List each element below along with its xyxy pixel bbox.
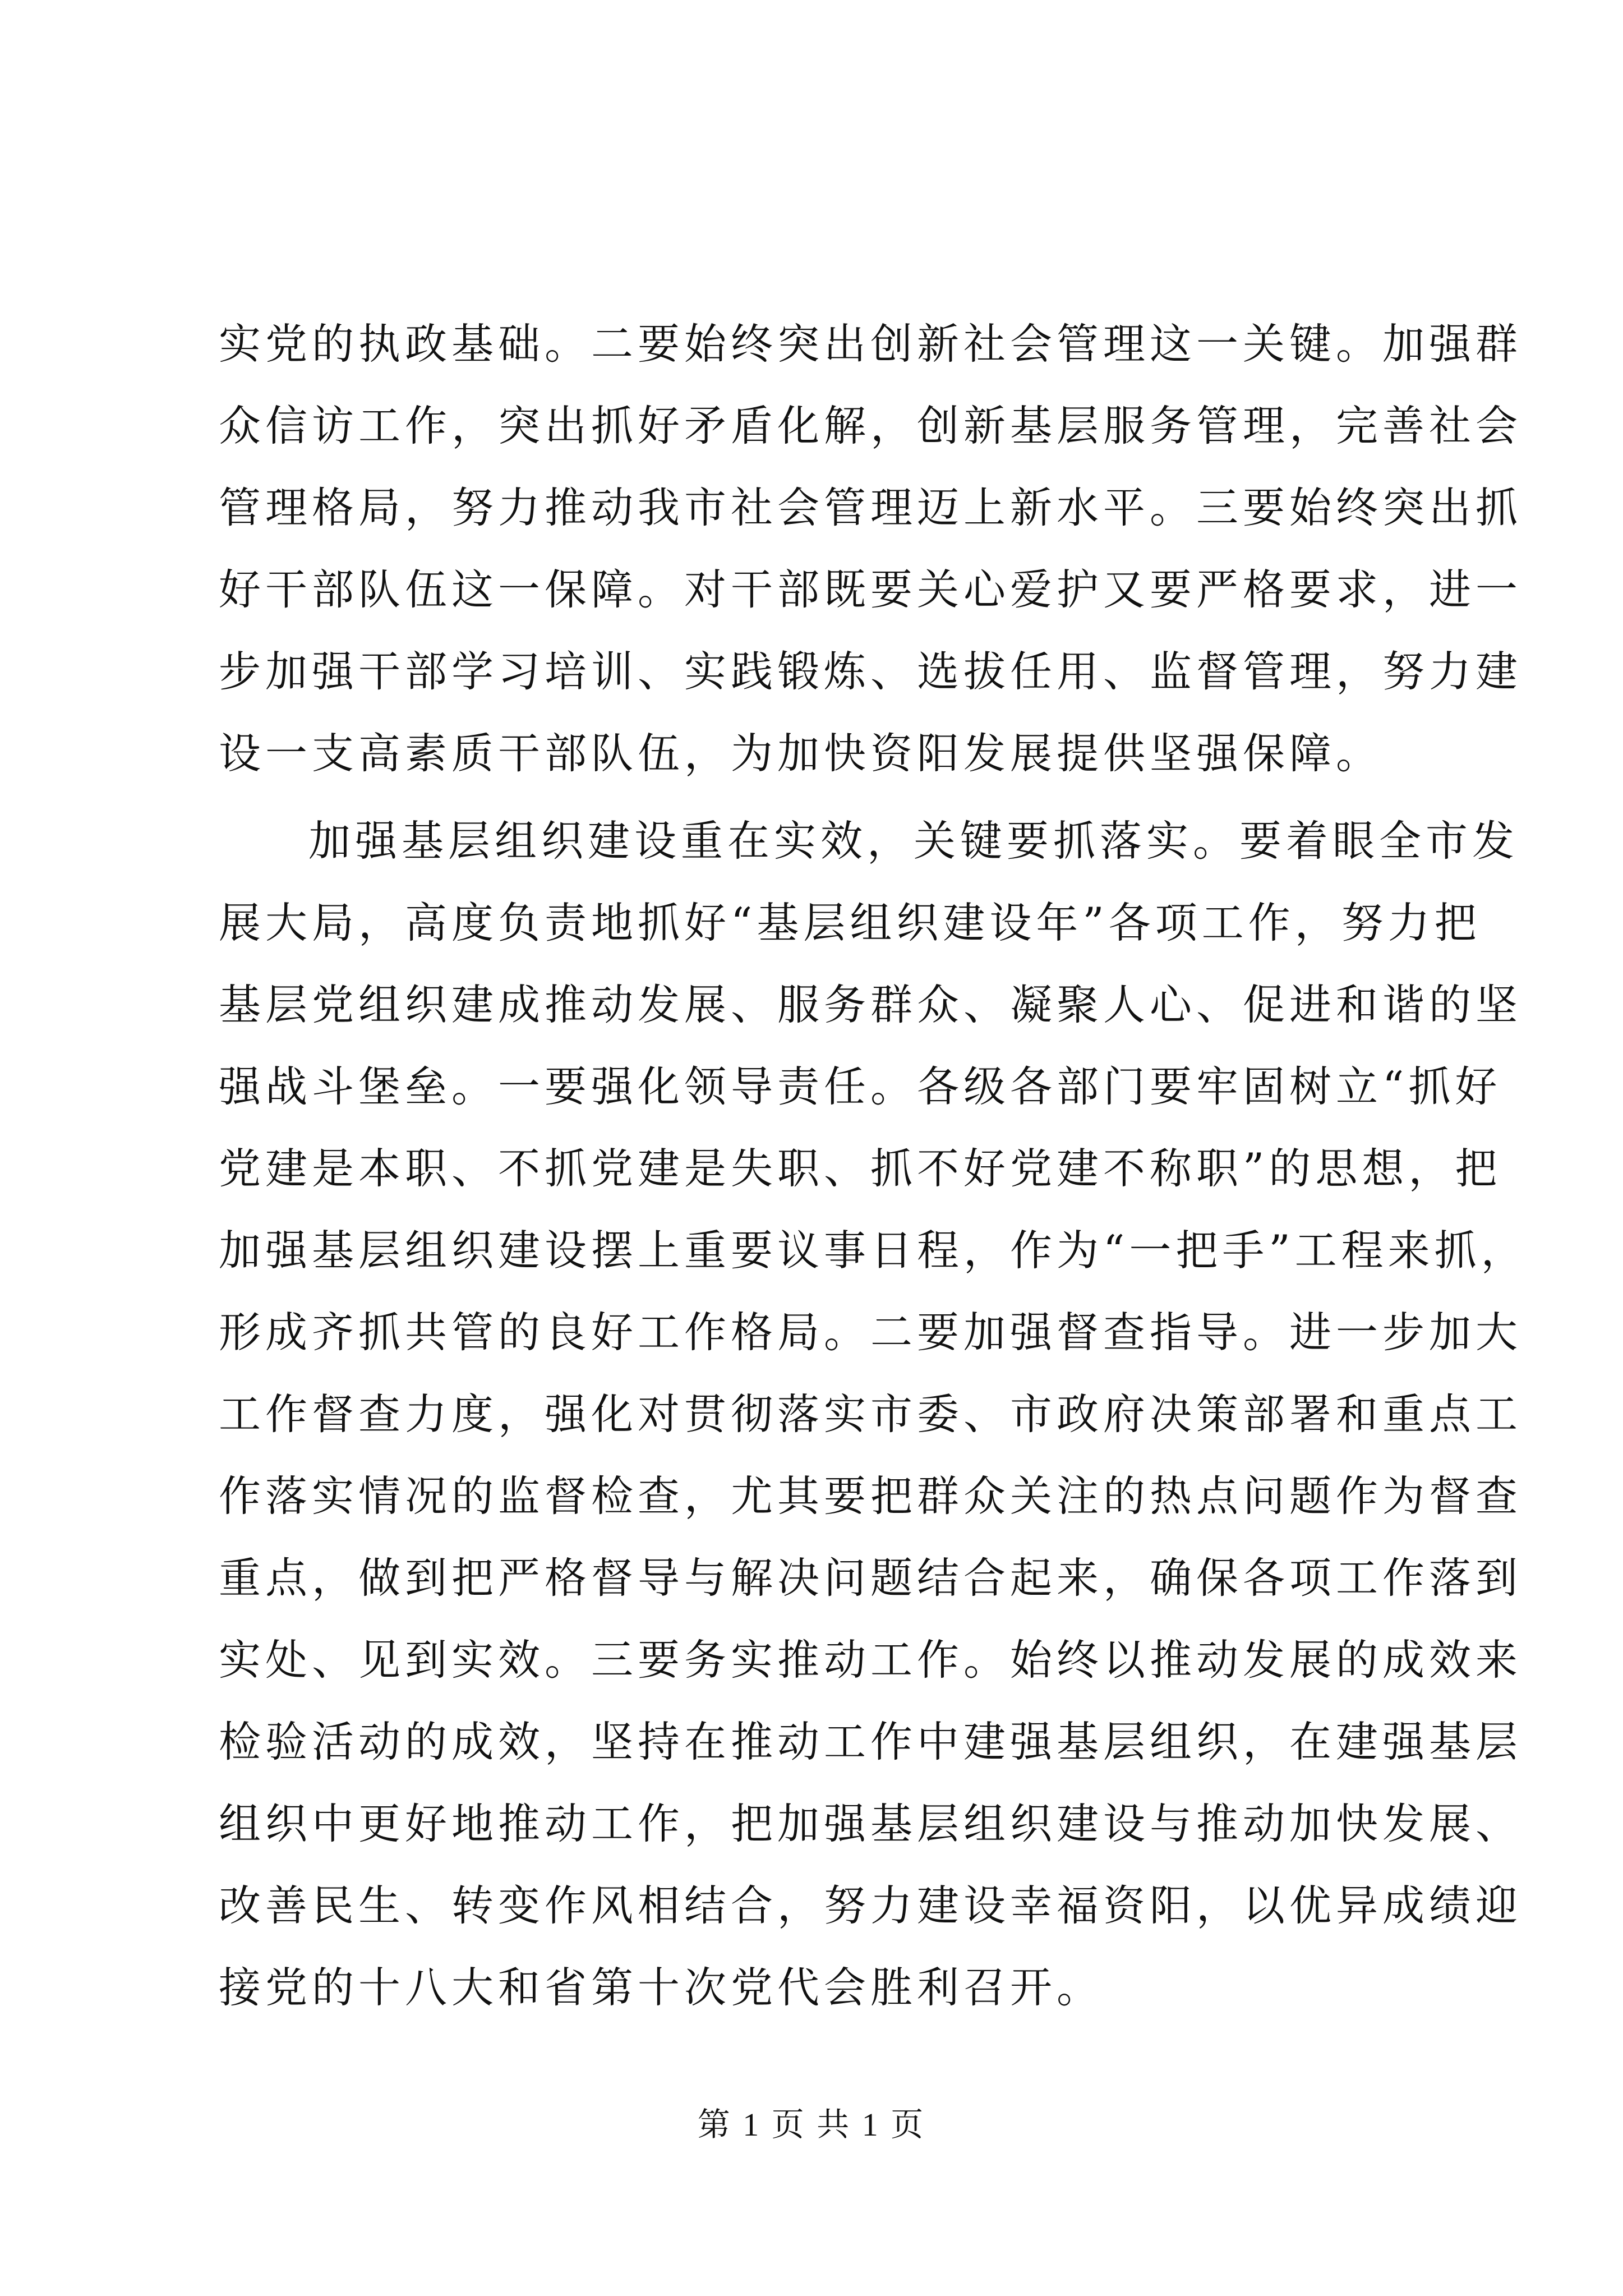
text-line: 作落实情况的监督检查，尤其要把群众关注的热点问题作为督查: [219, 1471, 1523, 1521]
text-line: 重点，做到把严格督导与解决问题结合起来，确保各项工作落到: [219, 1553, 1523, 1603]
text-line: 实党的执政基础。二要始终突出创新社会管理这一关键。加强群: [219, 319, 1523, 369]
page-footer: [0, 2102, 1623, 2147]
page-number-label: 第 1 页 共 1 页: [697, 2106, 926, 2143]
text-line: 党建是本职、不抓党建是失职、抓不好党建不称职”的思想，把: [219, 1144, 1502, 1193]
document-body: [219, 303, 1528, 2028]
paragraph-1: [219, 303, 1523, 794]
text-line: 好干部队伍这一保障。对干部既要关心爱护又要严格要求，进一: [219, 565, 1523, 614]
text-line: 强战斗堡垒。一要强化领导责任。各级各部门要牢固树立“抓好: [219, 1062, 1502, 1111]
text-line: 加强基层组织建设摆上重要议事日程，作为“一把手”工程来抓，: [219, 1226, 1528, 1275]
text-line: 工作督查力度，强化对贯彻落实市委、市政府决策部署和重点工: [219, 1389, 1523, 1439]
text-line: 众信访工作，突出抓好矛盾化解，创新基层服务管理，完善社会: [219, 401, 1523, 450]
text-line: 检验活动的成效，坚持在推动工作中建强基层组织，在建强基层: [219, 1717, 1523, 1766]
text-line: 基层党组织建成推动发展、服务群众、凝聚人心、促进和谐的坚: [219, 980, 1523, 1029]
paragraph-2: [219, 800, 1528, 2028]
text-line: 形成齐抓共管的良好工作格局。二要加强督查指导。进一步加大: [219, 1308, 1523, 1357]
text-line: 设一支高素质干部队伍，为加快资阳发展提供坚强保障。: [219, 729, 1383, 778]
text-line: 加强基层组织建设重在实效，关键要抓落实。要着眼全市发: [308, 816, 1519, 866]
text-line: 实处、见到实效。三要务实推动工作。始终以推动发展的成效来: [219, 1635, 1523, 1685]
text-line: 步加强干部学习培训、实践锻炼、选拔任用、监督管理，努力建: [219, 647, 1523, 696]
paragraph-gap: [219, 794, 1441, 800]
text-line: 改善民生、转变作风相结合，努力建设幸福资阳，以优异成绩迎: [219, 1881, 1523, 1930]
text-line: 接党的十八大和省第十次党代会胜利召开。: [219, 1963, 1104, 2012]
text-line: 管理格局，努力推动我市社会管理迈上新水平。三要始终突出抓: [219, 483, 1523, 532]
text-line: 展大局，高度负责地抓好“基层组织建设年”各项工作，努力把: [219, 898, 1481, 947]
text-line: 组织中更好地推动工作，把加强基层组织建设与推动加快发展、: [219, 1799, 1523, 1848]
